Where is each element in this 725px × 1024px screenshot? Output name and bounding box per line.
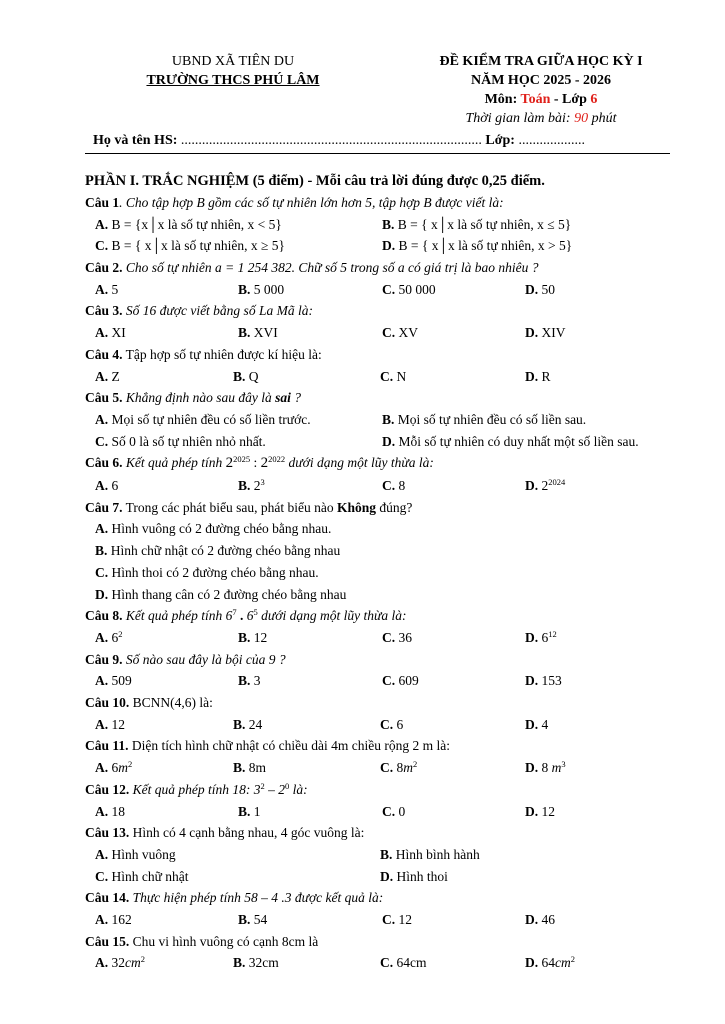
option-c[interactable] xyxy=(382,322,418,344)
option-b[interactable] xyxy=(238,475,265,497)
option-letter: B. xyxy=(233,368,246,384)
option-c[interactable] xyxy=(95,235,285,257)
option-letter: C. xyxy=(382,281,396,297)
option-letter: C. xyxy=(95,564,109,580)
option-letter: D. xyxy=(525,803,539,819)
option-text: Z xyxy=(108,368,120,384)
option-b[interactable] xyxy=(233,366,259,388)
option-d[interactable] xyxy=(525,475,565,497)
options-row xyxy=(85,409,685,431)
option-a[interactable] xyxy=(85,518,685,540)
question-text: Hình có 4 cạnh bằng nhau, 4 góc vuông là: xyxy=(129,825,365,841)
options-row xyxy=(85,714,685,736)
grade-value: 6 xyxy=(590,92,598,107)
option-text: 609 xyxy=(395,673,419,689)
option-text: Hình chữ nhật có 2 đường chéo bằng nhau xyxy=(107,543,341,559)
question-label: Câu 8. xyxy=(85,608,123,624)
option-c[interactable] xyxy=(382,670,419,692)
option-a[interactable] xyxy=(95,757,132,779)
options-row xyxy=(85,757,685,779)
question-4 xyxy=(85,344,685,366)
options-row xyxy=(85,431,685,453)
option-unit: m xyxy=(551,760,562,776)
options-row xyxy=(85,909,685,931)
question-text-mid: – 2 xyxy=(264,781,286,797)
option-letter: A. xyxy=(95,521,109,537)
option-text: Mọi số tự nhiên đều có số liền sau. xyxy=(394,411,587,427)
option-text: 12 xyxy=(395,911,412,927)
option-b[interactable] xyxy=(382,214,571,236)
option-letter: A. xyxy=(95,803,109,819)
option-b[interactable] xyxy=(238,801,261,823)
option-text: Hình vuông có 2 đường chéo bằng nhau. xyxy=(108,521,332,537)
option-letter: C. xyxy=(380,760,394,776)
option-text: B = { x│x là số tự nhiên, x ≤ 5} xyxy=(394,216,572,232)
option-text: Hình thang cân có 2 đường chéo bằng nhau xyxy=(108,586,347,602)
options-row xyxy=(85,952,685,974)
time-value: 90 xyxy=(574,111,589,126)
header-divider xyxy=(85,153,670,154)
option-c[interactable] xyxy=(382,801,405,823)
option-letter: C. xyxy=(382,911,396,927)
question-label: Câu 7. xyxy=(85,499,123,515)
question-text: Kết quả phép tính xyxy=(122,455,226,471)
option-text: 3 xyxy=(250,673,261,689)
option-exponent: 2 xyxy=(128,759,133,770)
option-letter: B. xyxy=(233,716,246,732)
option-c[interactable] xyxy=(95,431,266,453)
option-text: 5 000 xyxy=(250,281,285,297)
question-15 xyxy=(85,931,685,953)
option-letter: B. xyxy=(380,846,393,862)
power-base: 2 xyxy=(260,455,269,472)
option-letter: B. xyxy=(238,629,251,645)
option-a[interactable] xyxy=(95,952,145,974)
question-text: Kết quả phép tính xyxy=(122,608,226,624)
option-letter: D. xyxy=(380,868,394,884)
option-letter: C. xyxy=(95,868,109,884)
part1-title: PHẦN I. TRẮC NGHIỆM (5 điểm) - Mỗi câu trả lời đúng được 0,25 điểm. xyxy=(85,173,545,189)
option-c[interactable] xyxy=(382,909,412,931)
option-text: 54 xyxy=(250,911,268,927)
option-text: 153 xyxy=(538,673,562,689)
option-letter: B. xyxy=(238,281,251,297)
option-d[interactable] xyxy=(525,366,551,388)
option-text: Hình vuông xyxy=(108,846,176,862)
option-letter: B. xyxy=(238,803,251,819)
option-letter: B. xyxy=(382,411,395,427)
student-name-label: Họ và tên HS: xyxy=(93,133,178,148)
option-c[interactable] xyxy=(380,952,427,974)
subject-prefix: Môn: xyxy=(484,92,521,107)
option-a[interactable] xyxy=(95,670,132,692)
options-row xyxy=(85,801,685,823)
option-letter: D. xyxy=(525,281,539,297)
option-letter: A. xyxy=(95,716,109,732)
option-c[interactable] xyxy=(382,279,436,301)
question-label: Câu 6. xyxy=(85,455,123,471)
option-letter: C. xyxy=(95,238,109,254)
option-text: 2 xyxy=(250,478,261,494)
option-text: XVI xyxy=(250,325,278,341)
option-text: 36 xyxy=(395,629,412,645)
option-letter: C. xyxy=(380,368,394,384)
question-label: Câu 11. xyxy=(85,738,129,754)
options-row xyxy=(85,670,685,692)
question-text: Tập hợp số tự nhiên được kí hiệu là: xyxy=(122,346,322,362)
question-14 xyxy=(85,887,685,909)
school-year: NĂM HỌC 2025 - 2026 xyxy=(471,73,611,88)
option-text: 162 xyxy=(108,911,132,927)
question-text: Khẳng định nào sau đây là xyxy=(122,390,276,406)
option-text: 5 xyxy=(108,281,119,297)
option-text: B = { x│x là số tự nhiên, x ≥ 5} xyxy=(108,238,285,254)
option-text: R xyxy=(538,368,551,384)
question-13 xyxy=(85,822,685,844)
question-7 xyxy=(85,497,685,519)
option-text: 32 xyxy=(108,955,125,971)
option-text: Hình bình hành xyxy=(392,846,480,862)
option-letter: A. xyxy=(95,846,109,862)
option-text: 6 xyxy=(108,760,119,776)
power-exponent: 0 xyxy=(285,780,290,791)
option-letter: D. xyxy=(382,238,396,254)
option-letter: A. xyxy=(95,911,109,927)
option-text: 12 xyxy=(250,629,268,645)
option-letter: B. xyxy=(233,955,246,971)
option-letter: A. xyxy=(95,368,109,384)
option-text: 24 xyxy=(245,716,263,732)
option-letter: D. xyxy=(95,586,109,602)
options-row xyxy=(85,866,685,888)
option-text: Số 0 là số tự nhiên nhỏ nhất. xyxy=(108,433,266,449)
option-text: 6 xyxy=(108,478,119,494)
power-exponent: 5 xyxy=(253,607,258,618)
question-text: Diện tích hình chữ nhật có chiều dài 4m chiều rộng 2 m là: xyxy=(128,738,450,754)
option-d[interactable] xyxy=(525,322,566,344)
option-letter: B. xyxy=(238,911,251,927)
option-text: 64 xyxy=(538,955,555,971)
option-letter: B. xyxy=(238,325,251,341)
question-text: BCNN(4,6) là: xyxy=(129,695,213,711)
option-c[interactable] xyxy=(380,366,406,388)
option-exponent: 3 xyxy=(260,477,265,488)
option-text: Hình thoi xyxy=(393,868,448,884)
school-name xyxy=(93,71,373,90)
options-row xyxy=(85,366,685,388)
option-c[interactable] xyxy=(382,475,405,497)
option-letter: A. xyxy=(95,673,109,689)
question-text: Số 16 được viết bằng số La Mã là: xyxy=(122,303,313,319)
option-text: 46 xyxy=(538,911,555,927)
question-2 xyxy=(85,257,685,279)
option-b[interactable] xyxy=(233,714,262,736)
option-text: 8 xyxy=(538,760,552,776)
question-text-end: dưới dạng một lũy thừa là: xyxy=(257,608,407,624)
option-text: 8m xyxy=(245,760,267,776)
question-label: Câu 14. xyxy=(85,890,130,906)
option-d[interactable] xyxy=(525,801,555,823)
option-b[interactable] xyxy=(238,670,261,692)
operator: . xyxy=(236,608,247,624)
option-text: 12 xyxy=(538,803,555,819)
option-b[interactable] xyxy=(238,627,267,649)
option-d[interactable] xyxy=(525,757,566,779)
option-letter: A. xyxy=(95,955,109,971)
option-a[interactable] xyxy=(95,627,123,649)
option-text: XIV xyxy=(538,325,566,341)
question-text: Thực hiện phép tính 58 – 4 .3 được kết quả là: xyxy=(129,890,384,906)
question-label: Câu 4. xyxy=(85,346,123,362)
option-letter: A. xyxy=(95,325,109,341)
option-b[interactable] xyxy=(233,952,279,974)
power-base: 2 xyxy=(225,455,234,472)
option-letter: B. xyxy=(233,760,246,776)
option-text: 6 xyxy=(108,629,119,645)
option-d[interactable] xyxy=(382,431,639,453)
question-text: Chu vi hình vuông có cạnh 8cm là xyxy=(129,933,319,949)
question-10 xyxy=(85,692,685,714)
option-unit: m xyxy=(403,760,413,776)
option-letter: C. xyxy=(95,433,109,449)
question-label: Câu 5. xyxy=(85,390,123,406)
time-prefix: Thời gian làm bài: xyxy=(465,111,575,126)
option-letter: C. xyxy=(382,673,396,689)
question-label: Câu 2. xyxy=(85,260,123,276)
subject-line xyxy=(395,90,687,109)
option-exponent: 3 xyxy=(561,759,566,770)
option-d[interactable] xyxy=(525,279,555,301)
option-d[interactable] xyxy=(525,952,575,974)
question-label: Câu 1 xyxy=(85,195,120,210)
option-d[interactable] xyxy=(525,714,548,736)
option-letter: D. xyxy=(525,368,539,384)
option-letter: D. xyxy=(525,673,539,689)
option-letter: D. xyxy=(525,478,539,494)
option-letter: D. xyxy=(525,760,539,776)
question-text: Số nào sau đây là bội của 9 ? xyxy=(122,651,286,667)
subject-value: Toán xyxy=(520,92,551,107)
option-letter: B. xyxy=(382,216,395,232)
option-c[interactable] xyxy=(85,562,685,584)
option-exponent: 2 xyxy=(570,954,575,965)
option-b[interactable] xyxy=(238,322,278,344)
exam-content xyxy=(85,170,685,974)
option-text: B = { x│x là số tự nhiên, x > 5} xyxy=(395,238,573,254)
option-text: 18 xyxy=(108,803,125,819)
option-d[interactable] xyxy=(525,670,562,692)
option-text: N xyxy=(393,368,407,384)
grade-prefix: - Lớp xyxy=(550,92,591,107)
power-base: 6 xyxy=(225,608,233,624)
option-letter: C. xyxy=(382,325,396,341)
option-d[interactable] xyxy=(85,584,685,606)
question-emphasis: Không xyxy=(336,499,377,515)
option-letter: A. xyxy=(95,216,109,232)
option-text: 6 xyxy=(538,629,549,645)
option-text: 12 xyxy=(108,716,125,732)
option-a[interactable] xyxy=(95,322,126,344)
option-a[interactable] xyxy=(95,366,120,388)
options-row xyxy=(85,322,685,344)
student-info-row xyxy=(93,133,668,149)
options-row xyxy=(85,627,685,649)
option-letter: D. xyxy=(525,911,539,927)
question-12 xyxy=(85,779,685,801)
option-text: 8 xyxy=(395,478,406,494)
option-text: 2 xyxy=(538,478,549,494)
question-text-end: dưới dạng một lũy thừa là: xyxy=(285,455,434,471)
option-letter: D. xyxy=(382,433,396,449)
option-text: 64cm xyxy=(393,955,427,971)
question-9 xyxy=(85,649,685,671)
question-text: Kết quả phép tính 18: 3 xyxy=(129,781,261,797)
power-exponent: 7 xyxy=(232,607,237,618)
option-letter: C. xyxy=(382,478,396,494)
option-a[interactable] xyxy=(95,714,125,736)
option-text: 50 000 xyxy=(395,281,436,297)
option-text: 50 xyxy=(538,281,555,297)
option-text: 1 xyxy=(250,803,261,819)
option-c[interactable] xyxy=(382,627,412,649)
option-d[interactable] xyxy=(525,627,557,649)
options-row xyxy=(85,279,685,301)
option-exponent: 2 xyxy=(118,628,123,639)
options-row xyxy=(85,214,685,236)
option-letter: D. xyxy=(525,716,539,732)
option-letter: A. xyxy=(95,478,109,494)
options-row xyxy=(85,475,685,497)
option-text: Mỗi số tự nhiên có duy nhất một số liền sau. xyxy=(395,433,639,449)
option-text: XV xyxy=(395,325,418,341)
option-letter: C. xyxy=(382,629,396,645)
option-text: 6 xyxy=(393,716,404,732)
power-exponent: 2022 xyxy=(268,454,286,465)
question-label: Câu 13. xyxy=(85,825,130,841)
option-letter: A. xyxy=(95,411,109,427)
question-text-end: đúng? xyxy=(376,499,413,515)
option-d[interactable] xyxy=(525,909,555,931)
question-8 xyxy=(85,605,685,627)
option-exponent: 2 xyxy=(413,759,418,770)
option-letter: D. xyxy=(525,629,539,645)
question-6 xyxy=(85,452,685,475)
option-letter: A. xyxy=(95,629,109,645)
option-text: 0 xyxy=(395,803,406,819)
option-letter: D. xyxy=(525,325,539,341)
option-b[interactable] xyxy=(238,909,267,931)
option-text: B = {x│x là số tự nhiên, x < 5} xyxy=(108,216,282,232)
option-unit: cm xyxy=(555,955,571,971)
option-text: 4 xyxy=(538,716,549,732)
option-d[interactable] xyxy=(380,866,448,888)
option-d[interactable] xyxy=(382,235,572,257)
question-emphasis: sai xyxy=(275,390,291,406)
option-a[interactable] xyxy=(95,801,125,823)
option-text: 32cm xyxy=(245,955,279,971)
question-label: Câu 12. xyxy=(85,781,130,797)
option-letter: C. xyxy=(380,716,394,732)
exam-title: ĐỀ KIỂM TRA GIỮA HỌC KỲ I xyxy=(439,54,643,69)
question-label: Câu 15. xyxy=(85,933,130,949)
option-a[interactable] xyxy=(95,909,132,931)
option-text: Mọi số tự nhiên đều có số liền trước. xyxy=(108,411,311,427)
options-row xyxy=(85,235,685,257)
question-label: Câu 9. xyxy=(85,651,123,667)
exam-header xyxy=(0,52,725,132)
question-text: Trong các phát biểu sau, phát biểu nào xyxy=(122,499,337,515)
option-letter: B. xyxy=(95,543,108,559)
power-exponent: 2025 xyxy=(233,454,251,465)
option-exponent: 2 xyxy=(140,954,145,965)
option-letter: C. xyxy=(382,803,396,819)
option-c[interactable] xyxy=(380,714,403,736)
question-label: Câu 10. xyxy=(85,695,130,711)
option-b[interactable] xyxy=(380,844,480,866)
question-text-end: ? xyxy=(290,390,302,406)
time-suffix: phút xyxy=(588,111,617,126)
question-text: Cho số tự nhiên a = 1 254 382. Chữ số 5 trong số a có giá trị là bao nhiêu ? xyxy=(122,260,539,276)
option-text: 509 xyxy=(108,673,132,689)
operator: : xyxy=(250,455,261,471)
option-exponent: 12 xyxy=(548,628,557,639)
option-letter: C. xyxy=(380,955,394,971)
question-label: Câu 3. xyxy=(85,303,123,319)
class-field[interactable]: ................... xyxy=(518,133,585,148)
option-c[interactable] xyxy=(95,866,189,888)
org-name: UBND XÃ TIÊN DU xyxy=(171,54,295,69)
option-text: Q xyxy=(245,368,259,384)
option-text: Hình thoi có 2 đường chéo bằng nhau. xyxy=(108,564,319,580)
question-1 xyxy=(85,192,685,214)
question-text-end: là: xyxy=(289,781,308,797)
option-b[interactable] xyxy=(233,757,266,779)
option-letter: B. xyxy=(238,478,251,494)
option-letter: A. xyxy=(95,760,109,776)
question-3 xyxy=(85,300,685,322)
power-exponent: 2 xyxy=(260,780,265,791)
option-text: Hình chữ nhật xyxy=(108,868,189,884)
option-a[interactable] xyxy=(95,279,118,301)
question-5 xyxy=(85,387,685,409)
class-label: Lớp: xyxy=(485,133,515,148)
option-b[interactable] xyxy=(85,540,685,562)
question-text: . Cho tập hợp B gồm các số tự nhiên lớn hơn 5, tập hợp B được viết là: xyxy=(119,195,504,210)
option-a[interactable] xyxy=(95,214,282,236)
option-letter: B. xyxy=(238,673,251,689)
option-text: 8 xyxy=(393,760,404,776)
question-11 xyxy=(85,735,685,757)
option-a[interactable] xyxy=(95,409,311,431)
option-letter: D. xyxy=(525,955,539,971)
time-line xyxy=(395,109,687,128)
option-text: XI xyxy=(108,325,126,341)
power-base: 6 xyxy=(246,608,254,624)
option-unit: cm xyxy=(125,955,141,971)
student-name-field[interactable]: ...................................................................................... xyxy=(180,133,482,148)
option-letter: A. xyxy=(95,281,109,297)
school-name-text: TRƯỜNG THCS PHÚ LÂM xyxy=(146,73,320,88)
option-unit: m xyxy=(118,760,128,776)
option-b[interactable] xyxy=(238,279,284,301)
options-row xyxy=(85,844,685,866)
option-b[interactable] xyxy=(382,409,586,431)
option-a[interactable] xyxy=(95,475,118,497)
option-a[interactable] xyxy=(95,844,176,866)
option-exponent: 2024 xyxy=(548,477,566,488)
option-c[interactable] xyxy=(380,757,417,779)
